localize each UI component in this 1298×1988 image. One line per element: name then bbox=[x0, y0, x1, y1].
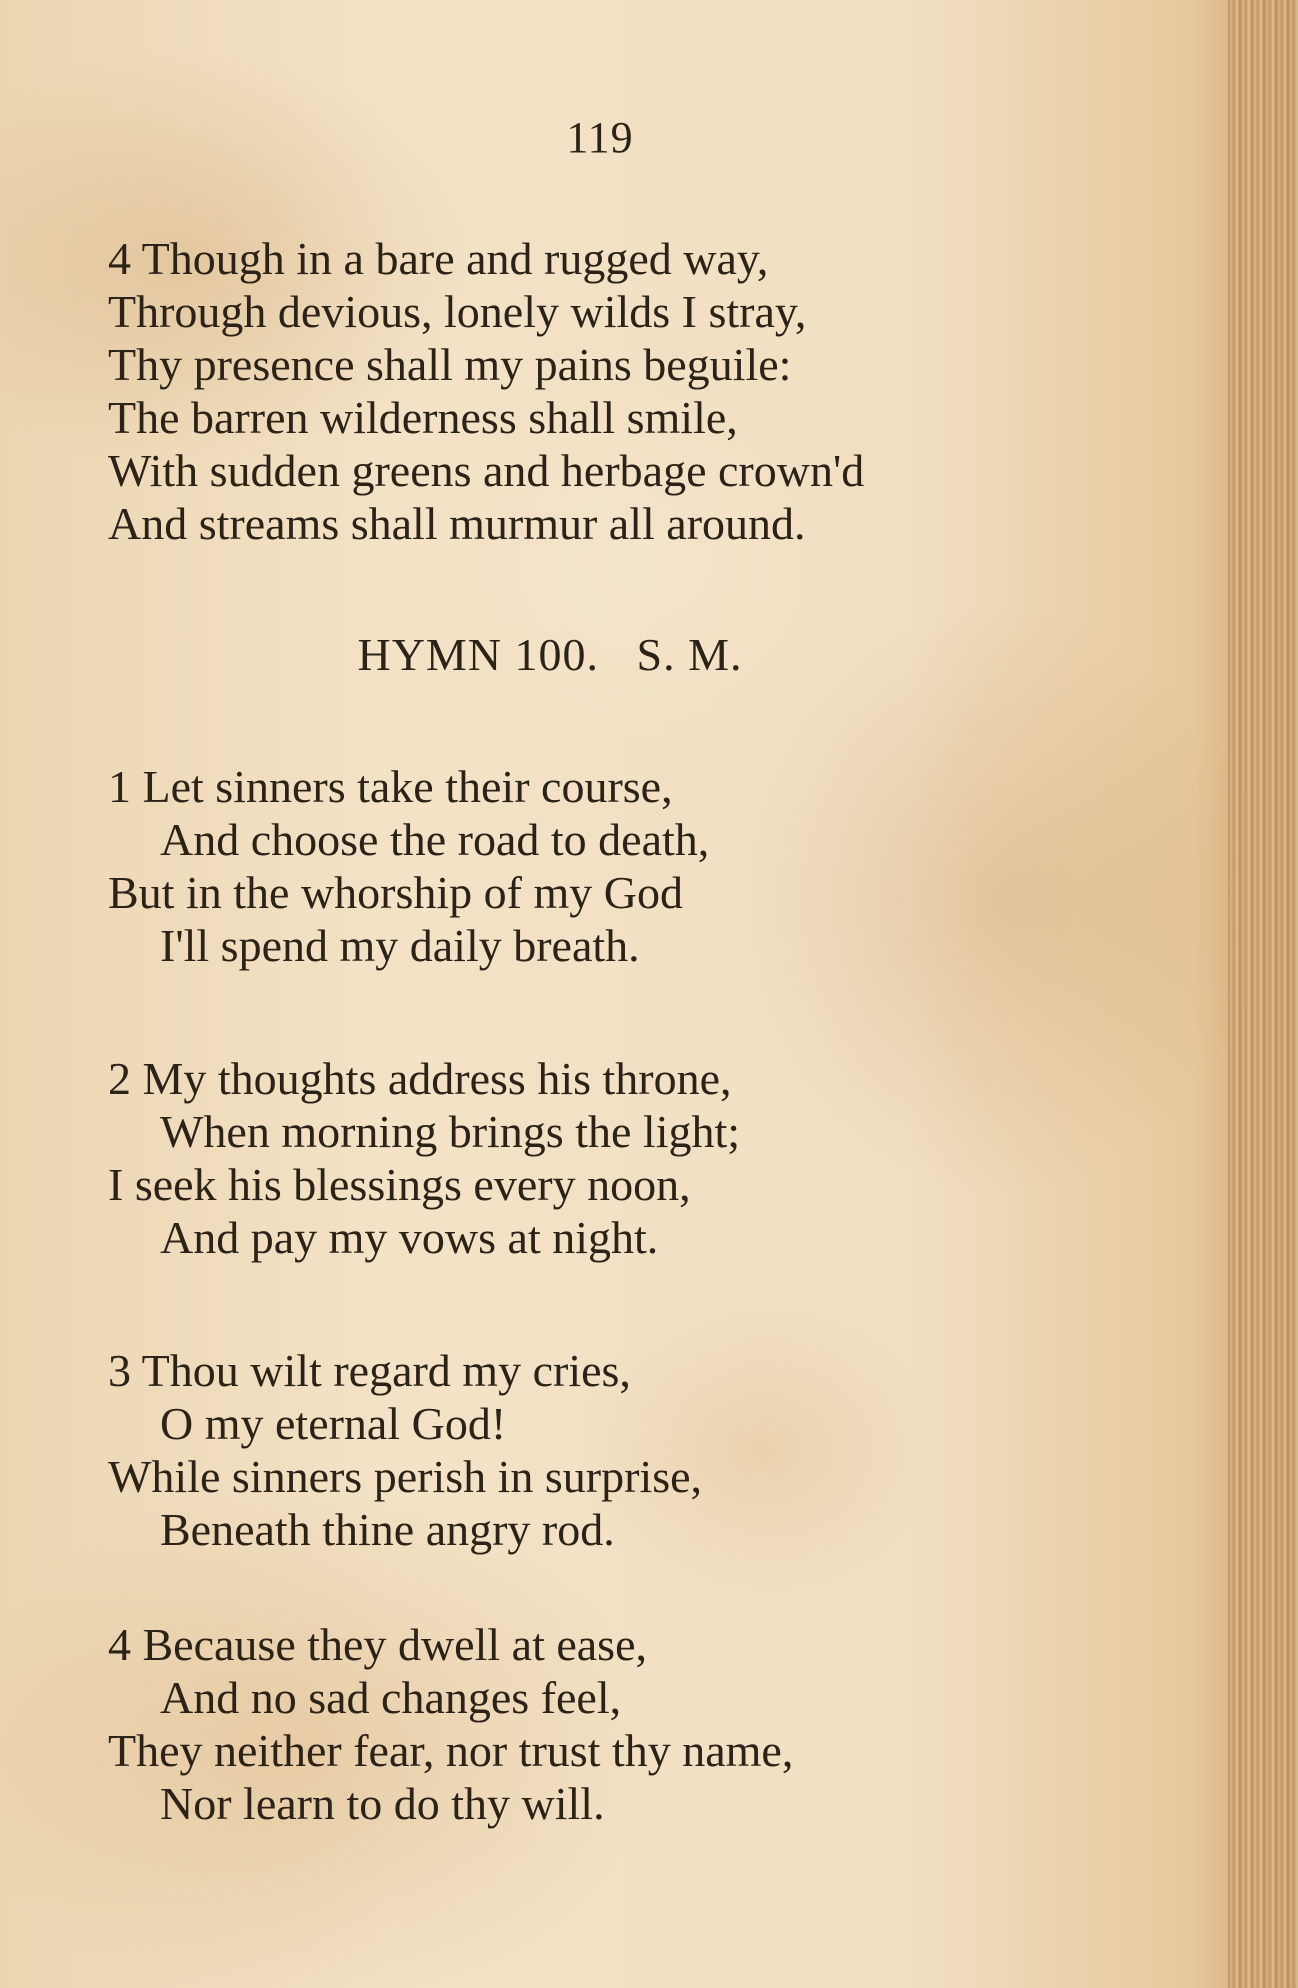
stanza-line: 4 Though in a bare and rugged way, bbox=[108, 233, 769, 284]
stanza-line: And pay my vows at night. bbox=[160, 1212, 659, 1263]
continued-stanza bbox=[108, 232, 1168, 550]
stanza-line: When morning brings the light; bbox=[160, 1106, 741, 1157]
stanza-line: 1 Let sinners take their course, bbox=[108, 761, 673, 812]
stanza-line: But in the whorship of my God bbox=[108, 867, 683, 918]
hymn-stanza-1 bbox=[108, 760, 1168, 972]
stanza-line: While sinners perish in surprise, bbox=[108, 1451, 703, 1502]
stanza-line: They neither fear, nor trust thy name, bbox=[108, 1725, 794, 1776]
hymn-stanza-3 bbox=[108, 1344, 1168, 1556]
hymn-stanza-4 bbox=[108, 1618, 1168, 1830]
hymn-title: HYMN 100. S. M. bbox=[357, 629, 743, 680]
stanza-line: I'll spend my daily breath. bbox=[160, 920, 640, 971]
hymn-stanza-2 bbox=[108, 1052, 1168, 1264]
page-edge bbox=[1228, 0, 1298, 1988]
stanza-line: Through devious, lonely wilds I stray, bbox=[108, 286, 807, 337]
stanza-line: And no sad changes feel, bbox=[160, 1672, 622, 1723]
stanza-line: And choose the road to death, bbox=[160, 814, 710, 865]
stanza-line: And streams shall murmur all around. bbox=[108, 498, 806, 549]
stanza-line: O my eternal God! bbox=[160, 1398, 507, 1449]
stanza-line: 4 Because they dwell at ease, bbox=[108, 1619, 647, 1670]
stanza-line: I seek his blessings every noon, bbox=[108, 1159, 691, 1210]
stanza-line: Thy presence shall my pains beguile: bbox=[108, 339, 792, 390]
stanza-line: 3 Thou wilt regard my cries, bbox=[108, 1345, 631, 1396]
stanza-line: The barren wilderness shall smile, bbox=[108, 392, 738, 443]
stanza-line: With sudden greens and herbage crown'd bbox=[108, 445, 865, 496]
stanza-line: Nor learn to do thy will. bbox=[160, 1778, 605, 1829]
stanza-line: 2 My thoughts address his throne, bbox=[108, 1053, 732, 1104]
page-number: 119 bbox=[566, 113, 634, 162]
stanza-line: Beneath thine angry rod. bbox=[160, 1504, 615, 1555]
